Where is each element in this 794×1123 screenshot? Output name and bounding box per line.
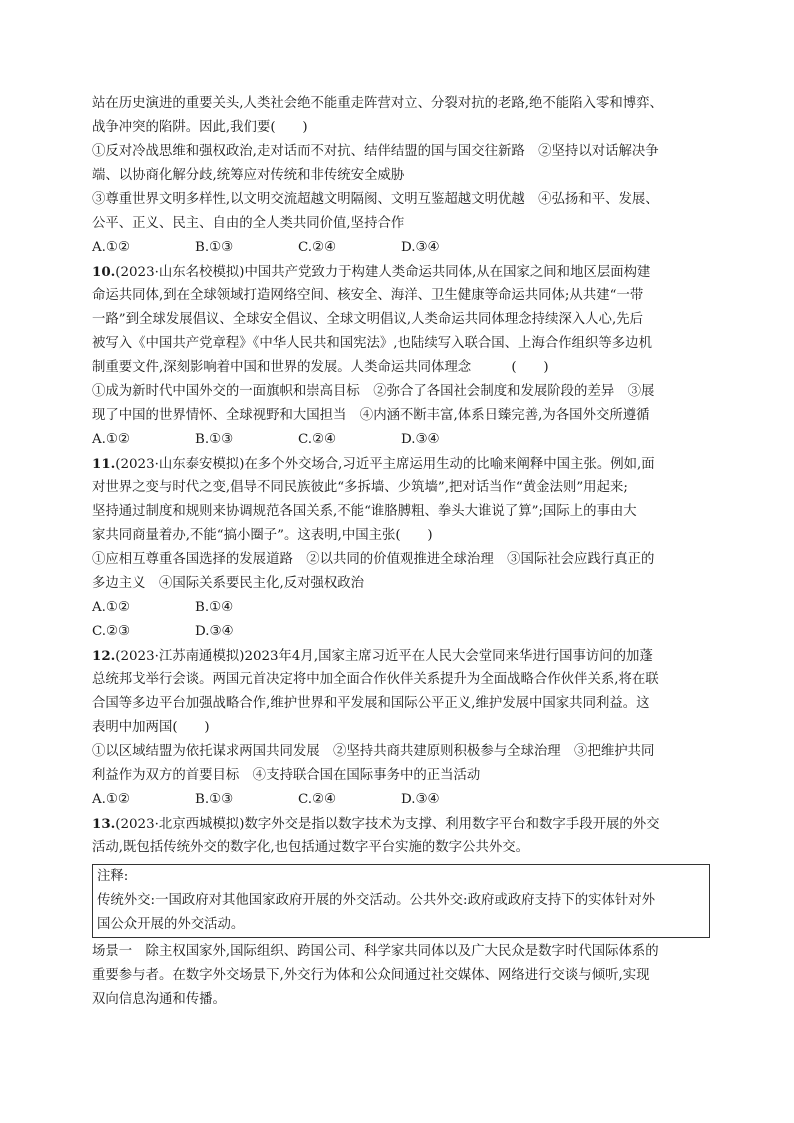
- option-d: D.③④: [195, 624, 234, 639]
- question-stem-line: 坚持通过制度和规则来协调规范各国关系,不能“谁胳膊粗、拳头大谁说了算”;国际上的事由大: [92, 504, 637, 519]
- option-a: A.①②: [92, 432, 130, 447]
- note-line: 传统外交:一国政府对其他国家政府开展的外交活动。公共外交:政府或政府支持下的实体针对外: [97, 893, 656, 908]
- question-10: [92, 260, 710, 452]
- option-d: D.③④: [401, 792, 440, 807]
- question-stem-text: 数字外交是指以数字技术为支撑、利用数字平台和数字手段开展的外交: [244, 817, 660, 832]
- question-11: [92, 452, 710, 644]
- option-b: B.①③: [195, 792, 234, 807]
- option-d: D.③④: [401, 240, 440, 255]
- statement-line: 公平、正义、民主、自由的全人类共同价值,坚持合作: [92, 216, 405, 231]
- question-stem-line: 制重要文件,深刻影响着中国和世界的发展。人类命运共同体理念 ( ): [92, 360, 549, 375]
- question-number: 12.: [92, 648, 116, 664]
- question-stem-text: 中国共产党致力于构建人类命运共同体,从在国家之间和地区层面构建: [244, 265, 651, 280]
- question-source: (2023·北京西城模拟): [115, 817, 245, 832]
- question-12: [92, 644, 710, 812]
- option-b: B.①③: [195, 240, 234, 255]
- question-stem-text: 在多个外交场合,习近平主席运用生动的比喻来阐释中国主张。例如,面: [244, 457, 655, 472]
- question-stem-line: [92, 260, 710, 284]
- answer-options: [92, 428, 710, 452]
- option-a: A.①②: [92, 792, 130, 807]
- question-13: [92, 812, 710, 1012]
- answer-options: [92, 788, 710, 812]
- question-stem-text: 2023年4月,国家主席习近平在人民大会堂同来华进行国事访问的加蓬: [244, 649, 653, 664]
- question-stem-line: 家共同商量着办,不能“搞小圈子”。这表明,中国主张( ): [92, 528, 433, 543]
- question-number: 11.: [92, 456, 116, 472]
- scene-line: 场景一 除主权国家外,国际组织、跨国公司、科学家共同体以及广大民众是数字时代国际体系的: [92, 944, 659, 959]
- question-stem-line: [92, 644, 710, 668]
- question-9: [92, 92, 710, 260]
- option-b: B.①③: [195, 432, 234, 447]
- statement-line: ①以区域结盟为依托谋求两国共同发展 ②坚持共商共建原则积极参与全球治理 ③把维护共同: [92, 744, 655, 759]
- question-source: (2023·山东泰安模拟): [115, 457, 245, 472]
- statement-line: ①成为新时代中国外交的一面旗帜和崇高目标 ②弥合了各国社会制度和发展阶段的差异 ③展: [92, 384, 655, 399]
- option-d: D.③④: [401, 432, 440, 447]
- answer-options: [92, 620, 710, 644]
- option-c: C.②④: [298, 240, 337, 255]
- question-stem-line: 站在历史演进的重要关头,人类社会绝不能重走阵营对立、分裂对抗的老路,绝不能陷入零和博弈、: [92, 96, 663, 111]
- option-c: C.②④: [298, 432, 337, 447]
- question-stem-line: 合国等多边平台加强战略合作,维护世界和平发展和国际公平正义,维护发展中国家共同利益。这: [92, 696, 650, 711]
- question-stem-line: 一路”到全球发展倡议、全球安全倡议、全球文明倡议,人类命运共同体理念持续深入人心,先后: [92, 312, 643, 327]
- statement-line: ①反对冷战思维和强权政治,走对话而不对抗、结伴结盟的国与国交往新路 ②坚持以对话解决争: [92, 144, 659, 159]
- question-stem-line: [92, 452, 710, 476]
- question-source: (2023·江苏南通模拟): [115, 649, 245, 664]
- statement-line: ①应相互尊重各国选择的发展道路 ②以共同的价值观推进全球治理 ③国际社会应践行真正的: [92, 552, 655, 567]
- question-stem-line: 活动,既包括传统外交的数字化,也包括通过数字平台实施的数字公共外交。: [92, 840, 530, 855]
- question-stem-line: 命运共同体,到在全球领域打造网络空间、核安全、海洋、卫生健康等命运共同体;从共建“一带: [92, 288, 644, 303]
- option-c: C.②④: [298, 792, 337, 807]
- question-stem-line: [92, 812, 710, 836]
- option-a: A.①②: [92, 240, 130, 255]
- question-stem-line: 被写入《中国共产党章程》《中华人民共和国宪法》,也陆续写入联合国、上海合作组织等多边机: [92, 336, 652, 351]
- question-number: 13.: [92, 816, 116, 832]
- option-a: A.①②: [92, 600, 130, 615]
- scene-line: 双向信息沟通和传播。: [92, 992, 226, 1007]
- note-title: 注释:: [97, 869, 129, 884]
- statement-line: 现了中国的世界情怀、全球视野和大国担当 ④内涵不断丰富,体系日臻完善,为各国外交所遵循: [92, 408, 650, 423]
- answer-options: [92, 236, 710, 260]
- answer-options: [92, 596, 710, 620]
- question-stem-line: 总统邦戈举行会谈。两国元首决定将中加全面合作伙伴关系提升为全面战略合作伙伴关系,将在联: [92, 672, 659, 687]
- scene-line: 重要参与者。在数字外交场景下,外交行为体和公众间通过社交媒体、网络进行交谈与倾听,实现: [92, 968, 650, 983]
- statement-line: 利益作为双方的首要目标 ④支持联合国在国际事务中的正当活动: [92, 768, 481, 783]
- statement-line: 端、以协商化解分歧,统筹应对传统和非传统安全威胁: [92, 168, 405, 183]
- question-stem-line: 对世界之变与时代之变,倡导不同民族彼此“多拆墙、少筑墙”,把对话当作“黄金法则”用起来;: [92, 480, 628, 495]
- question-stem-line: 战争冲突的陷阱。因此,我们要( ): [92, 120, 308, 135]
- note-box: [92, 864, 710, 938]
- question-source: (2023·山东名校模拟): [115, 265, 245, 280]
- exam-page: [92, 92, 710, 1012]
- question-number: 10.: [92, 264, 116, 280]
- statement-line: ③尊重世界文明多样性,以文明交流超越文明隔阂、文明互鉴超越文明优越 ④弘扬和平、发展、: [92, 192, 659, 207]
- option-c: C.②③: [92, 624, 131, 639]
- option-b: B.①④: [195, 600, 234, 615]
- note-line: 国公众开展的外交活动。: [97, 917, 245, 932]
- question-stem-line: 表明中加两国( ): [92, 720, 210, 735]
- statement-line: 多边主义 ④国际关系要民主化,反对强权政治: [92, 576, 365, 591]
